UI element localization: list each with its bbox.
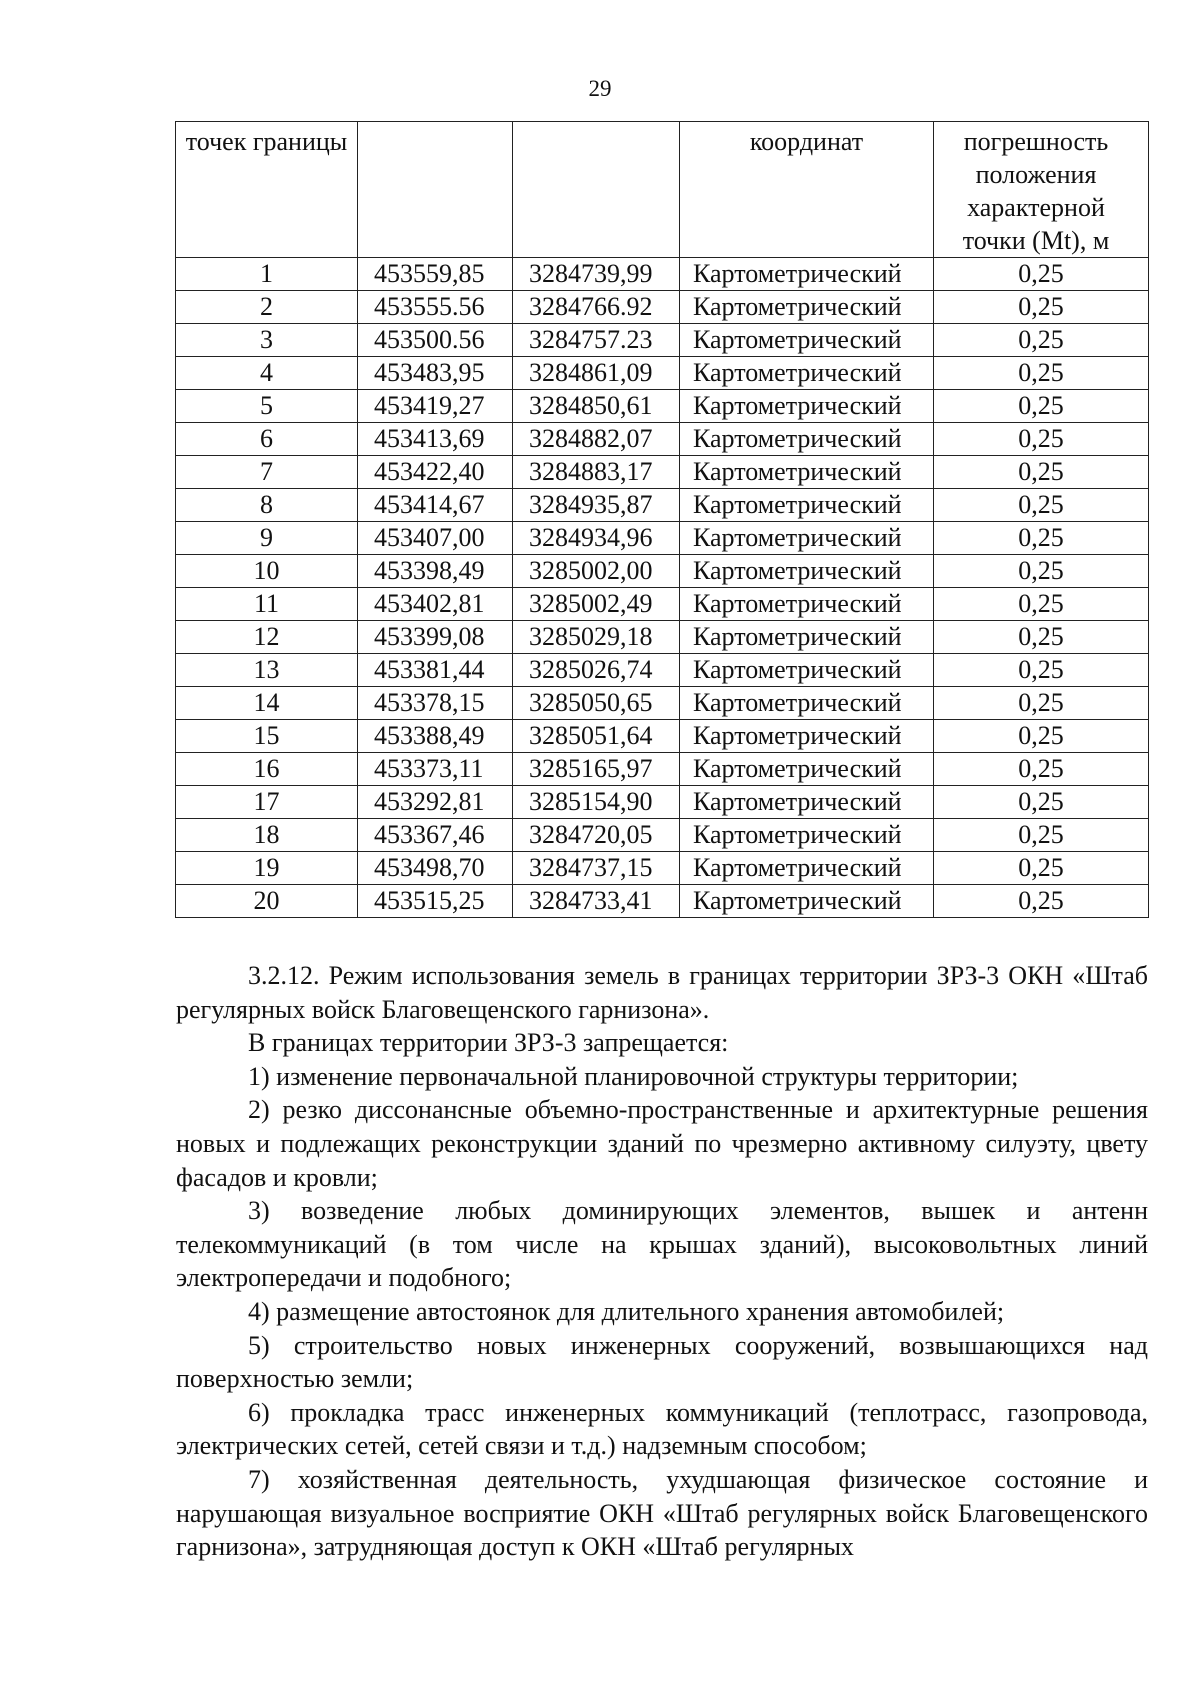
- cell-y-coordinate: 3285154,90: [513, 786, 680, 819]
- coordinates-table: [175, 121, 1149, 918]
- cell-y-coordinate: 3285165,97: [513, 753, 680, 786]
- cell-error: 0,25: [934, 852, 1149, 885]
- cell-error: 0,25: [934, 456, 1149, 489]
- cell-point-number: 15: [176, 720, 358, 753]
- cell-x-coordinate: 453422,40: [358, 456, 513, 489]
- cell-error: 0,25: [934, 753, 1149, 786]
- cell-x-coordinate: 453388,49: [358, 720, 513, 753]
- table-row: [176, 291, 1149, 324]
- cell-method: Картометрический: [680, 258, 934, 291]
- cell-x-coordinate: 453555.56: [358, 291, 513, 324]
- paragraph: 4) размещение автостоянок для длительного хранения автомобилей;: [248, 1296, 1005, 1326]
- cell-x-coordinate: 453559,85: [358, 258, 513, 291]
- cell-method: Картометрический: [680, 720, 934, 753]
- cell-y-coordinate: 3284733,41: [513, 885, 680, 918]
- header-error: погрешность положения характерной точки (Mt), м: [934, 122, 1149, 258]
- header-y: [513, 122, 680, 258]
- cell-method: Картометрический: [680, 885, 934, 918]
- cell-error: 0,25: [934, 423, 1149, 456]
- cell-x-coordinate: 453381,44: [358, 654, 513, 687]
- cell-y-coordinate: 3285050,65: [513, 687, 680, 720]
- table-row: [176, 555, 1149, 588]
- cell-error: 0,25: [934, 522, 1149, 555]
- cell-point-number: 13: [176, 654, 358, 687]
- table-row: [176, 720, 1149, 753]
- paragraph: 2) резко диссонансные объемно-пространственные и архитектурные решения новых и подлежащих реконструкции зданий по чрезмерно активному силуэту, цвету фасадов и кровли;: [176, 1095, 1148, 1192]
- cell-error: 0,25: [934, 324, 1149, 357]
- table-header-row: [176, 122, 1149, 258]
- cell-error: 0,25: [934, 588, 1149, 621]
- cell-method: Картометрический: [680, 819, 934, 852]
- cell-method: Картометрический: [680, 291, 934, 324]
- paragraph: 3.2.12. Режим использования земель в границах территории ЗРЗ-3 ОКН «Штаб регулярных войск Благовещенского гарнизона».: [176, 961, 1148, 1024]
- cell-x-coordinate: 453407,00: [358, 522, 513, 555]
- table-row: [176, 258, 1149, 291]
- table-row: [176, 423, 1149, 456]
- paragraph: 3) возведение любых доминирующих элементов, вышек и антенн телекоммуникаций (в том числе на крышах зданий), высоковольтных линий электропередачи и подобного;: [176, 1196, 1148, 1293]
- table-row: [176, 390, 1149, 423]
- table-row: [176, 852, 1149, 885]
- cell-method: Картометрический: [680, 687, 934, 720]
- cell-method: Картометрический: [680, 621, 934, 654]
- cell-y-coordinate: 3284934,96: [513, 522, 680, 555]
- cell-point-number: 3: [176, 324, 358, 357]
- header-point-number: точек границы: [176, 122, 358, 258]
- cell-method: Картометрический: [680, 423, 934, 456]
- cell-point-number: 2: [176, 291, 358, 324]
- cell-point-number: 9: [176, 522, 358, 555]
- page-number: 29: [588, 76, 612, 101]
- cell-x-coordinate: 453398,49: [358, 555, 513, 588]
- cell-error: 0,25: [934, 885, 1149, 918]
- cell-error: 0,25: [934, 687, 1149, 720]
- table-row: [176, 588, 1149, 621]
- cell-point-number: 16: [176, 753, 358, 786]
- table-row: [176, 753, 1149, 786]
- cell-method: Картометрический: [680, 555, 934, 588]
- cell-x-coordinate: 453399,08: [358, 621, 513, 654]
- cell-method: Картометрический: [680, 489, 934, 522]
- table-row: [176, 621, 1149, 654]
- cell-point-number: 20: [176, 885, 358, 918]
- table-row: [176, 489, 1149, 522]
- cell-point-number: 17: [176, 786, 358, 819]
- cell-x-coordinate: 453414,67: [358, 489, 513, 522]
- cell-point-number: 11: [176, 588, 358, 621]
- cell-y-coordinate: 3284883,17: [513, 456, 680, 489]
- cell-point-number: 8: [176, 489, 358, 522]
- cell-y-coordinate: 3284882,07: [513, 423, 680, 456]
- cell-y-coordinate: 3284766.92: [513, 291, 680, 324]
- table-row: [176, 522, 1149, 555]
- cell-method: Картометрический: [680, 753, 934, 786]
- cell-point-number: 10: [176, 555, 358, 588]
- cell-x-coordinate: 453483,95: [358, 357, 513, 390]
- cell-y-coordinate: 3285002,00: [513, 555, 680, 588]
- cell-x-coordinate: 453292,81: [358, 786, 513, 819]
- table-row: [176, 885, 1149, 918]
- cell-error: 0,25: [934, 720, 1149, 753]
- cell-error: 0,25: [934, 258, 1149, 291]
- cell-error: 0,25: [934, 555, 1149, 588]
- cell-error: 0,25: [934, 489, 1149, 522]
- cell-error: 0,25: [934, 291, 1149, 324]
- table-row: [176, 654, 1149, 687]
- cell-error: 0,25: [934, 357, 1149, 390]
- cell-point-number: 7: [176, 456, 358, 489]
- table-row: [176, 819, 1149, 852]
- cell-y-coordinate: 3284850,61: [513, 390, 680, 423]
- cell-x-coordinate: 453500.56: [358, 324, 513, 357]
- cell-error: 0,25: [934, 621, 1149, 654]
- paragraph: 7) хозяйственная деятельность, ухудшающая физическое состояние и нарушающая визуальное восприятие ОКН «Штаб регулярных войск Благовещенского гарнизона», затрудняющая доступ к ОКН «Штаб регулярных: [176, 1464, 1148, 1562]
- cell-point-number: 4: [176, 357, 358, 390]
- cell-x-coordinate: 453419,27: [358, 390, 513, 423]
- cell-x-coordinate: 453413,69: [358, 423, 513, 456]
- cell-error: 0,25: [934, 390, 1149, 423]
- cell-point-number: 6: [176, 423, 358, 456]
- cell-y-coordinate: 3285029,18: [513, 621, 680, 654]
- cell-point-number: 19: [176, 852, 358, 885]
- cell-x-coordinate: 453402,81: [358, 588, 513, 621]
- header-x: [358, 122, 513, 258]
- cell-point-number: 14: [176, 687, 358, 720]
- cell-method: Картометрический: [680, 786, 934, 819]
- cell-x-coordinate: 453378,15: [358, 687, 513, 720]
- table-row: [176, 357, 1149, 390]
- table-row: [176, 687, 1149, 720]
- cell-point-number: 5: [176, 390, 358, 423]
- table-row: [176, 456, 1149, 489]
- cell-method: Картометрический: [680, 324, 934, 357]
- cell-method: Картометрический: [680, 588, 934, 621]
- cell-x-coordinate: 453515,25: [358, 885, 513, 918]
- cell-point-number: 1: [176, 258, 358, 291]
- cell-y-coordinate: 3284737,15: [513, 852, 680, 885]
- cell-point-number: 12: [176, 621, 358, 654]
- paragraph: 6) прокладка трасс инженерных коммуникаций (теплотрасс, газопровода, электрических сетей, сетей связи и т.д.) надземным способом;: [176, 1397, 1148, 1461]
- cell-x-coordinate: 453498,70: [358, 852, 513, 885]
- cell-error: 0,25: [934, 786, 1149, 819]
- cell-method: Картометрический: [680, 357, 934, 390]
- cell-y-coordinate: 3284720,05: [513, 819, 680, 852]
- cell-y-coordinate: 3285026,74: [513, 654, 680, 687]
- table-row: [176, 786, 1149, 819]
- cell-y-coordinate: 3284861,09: [513, 357, 680, 390]
- paragraph: 5) строительство новых инженерных сооружений, возвышающихся над поверхностью земли;: [176, 1330, 1148, 1394]
- cell-error: 0,25: [934, 654, 1149, 687]
- cell-method: Картометрический: [680, 852, 934, 885]
- body-text: [176, 959, 1148, 1564]
- cell-x-coordinate: 453373,11: [358, 753, 513, 786]
- paragraph: 1) изменение первоначальной планировочной структуры территории;: [248, 1061, 1019, 1091]
- cell-method: Картометрический: [680, 456, 934, 489]
- cell-y-coordinate: 3285002,49: [513, 588, 680, 621]
- cell-point-number: 18: [176, 819, 358, 852]
- header-method: координат: [680, 122, 934, 258]
- cell-y-coordinate: 3284935,87: [513, 489, 680, 522]
- cell-method: Картометрический: [680, 522, 934, 555]
- cell-x-coordinate: 453367,46: [358, 819, 513, 852]
- cell-error: 0,25: [934, 819, 1149, 852]
- paragraph: В границах территории ЗРЗ-3 запрещается:: [248, 1028, 729, 1058]
- table-row: [176, 324, 1149, 357]
- cell-method: Картометрический: [680, 654, 934, 687]
- cell-method: Картометрический: [680, 390, 934, 423]
- cell-y-coordinate: 3285051,64: [513, 720, 680, 753]
- cell-y-coordinate: 3284757.23: [513, 324, 680, 357]
- cell-y-coordinate: 3284739,99: [513, 258, 680, 291]
